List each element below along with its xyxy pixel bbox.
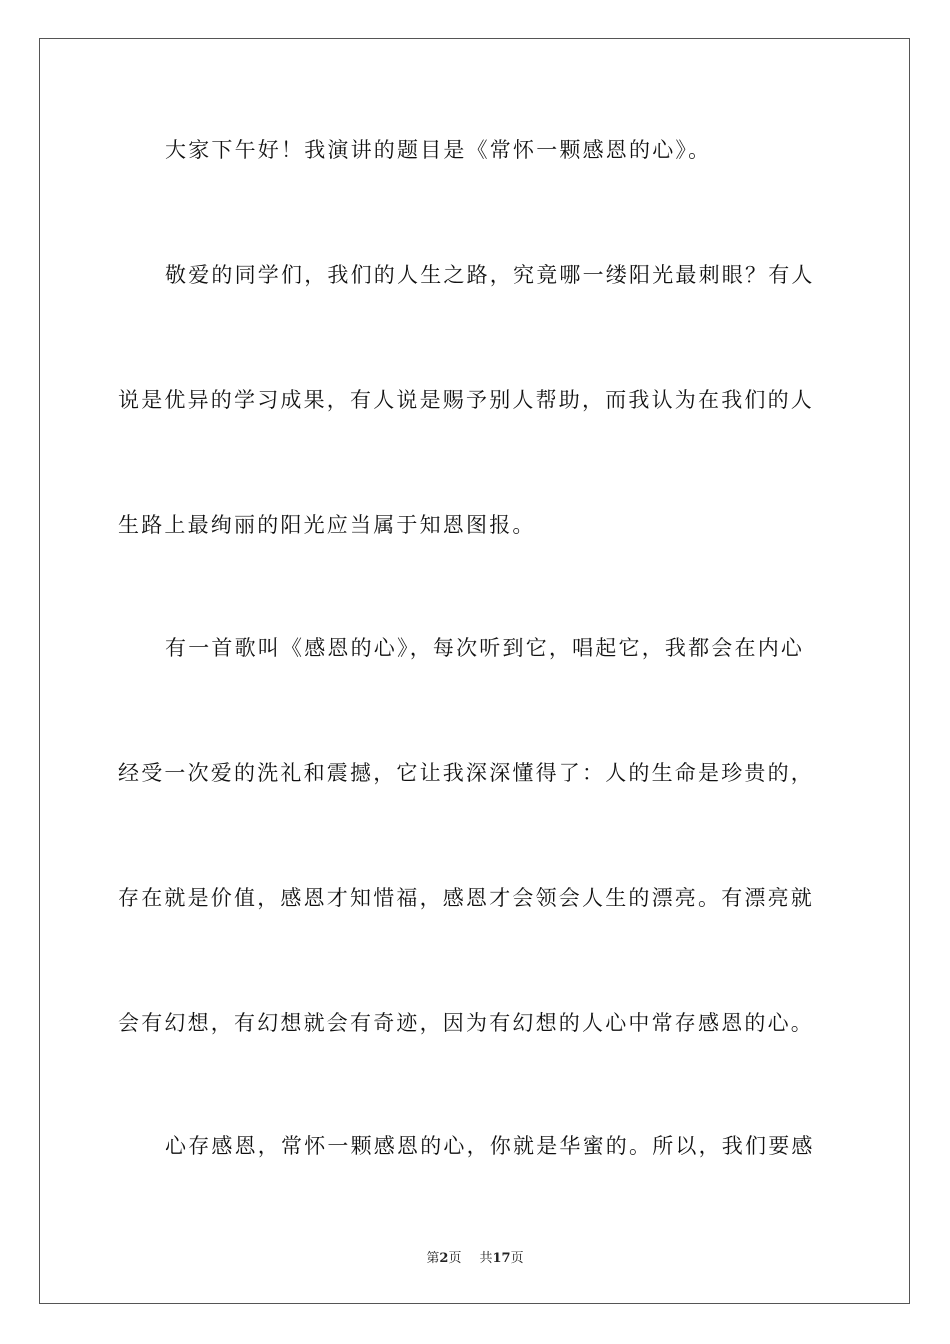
paragraph-line: 说是优异的学习成果，有人说是赐予别人帮助，而我认为在我们的人 bbox=[118, 388, 814, 412]
paragraph-line: 大家下午好！我演讲的题目是《常怀一颗感恩的心》。 bbox=[165, 138, 712, 162]
page-suffix: 页 bbox=[448, 1251, 462, 1266]
paragraph-line: 存在就是价值，感恩才知惜福，感恩才会领会人生的漂亮。有漂亮就 bbox=[118, 886, 814, 910]
paragraph-line: 心存感恩，常怀一颗感恩的心，你就是华蜜的。所以，我们要感 bbox=[165, 1134, 815, 1158]
paragraph-line: 有一首歌叫《感恩的心》，每次听到它，唱起它，我都会在内心 bbox=[165, 636, 805, 660]
paragraph-line: 经受一次爱的洗礼和震撼，它让我深深懂得了：人的生命是珍贵的， bbox=[118, 761, 814, 785]
total-suffix: 页 bbox=[510, 1251, 524, 1266]
page-number: 2 bbox=[439, 1251, 449, 1266]
page-border bbox=[39, 38, 910, 1304]
page-footer bbox=[0, 1247, 950, 1266]
paragraph-line: 生路上最绚丽的阳光应当属于知恩图报。 bbox=[118, 513, 536, 537]
total-pages: 17 bbox=[492, 1251, 511, 1266]
page-prefix: 第 bbox=[426, 1251, 440, 1266]
paragraph-line: 会有幻想，有幻想就会有奇迹，因为有幻想的人心中常存感恩的心。 bbox=[118, 1011, 814, 1035]
total-prefix: 共 bbox=[479, 1251, 493, 1266]
paragraph-line: 敬爱的同学们，我们的人生之路，究竟哪一缕阳光最刺眼？有人 bbox=[165, 263, 815, 287]
